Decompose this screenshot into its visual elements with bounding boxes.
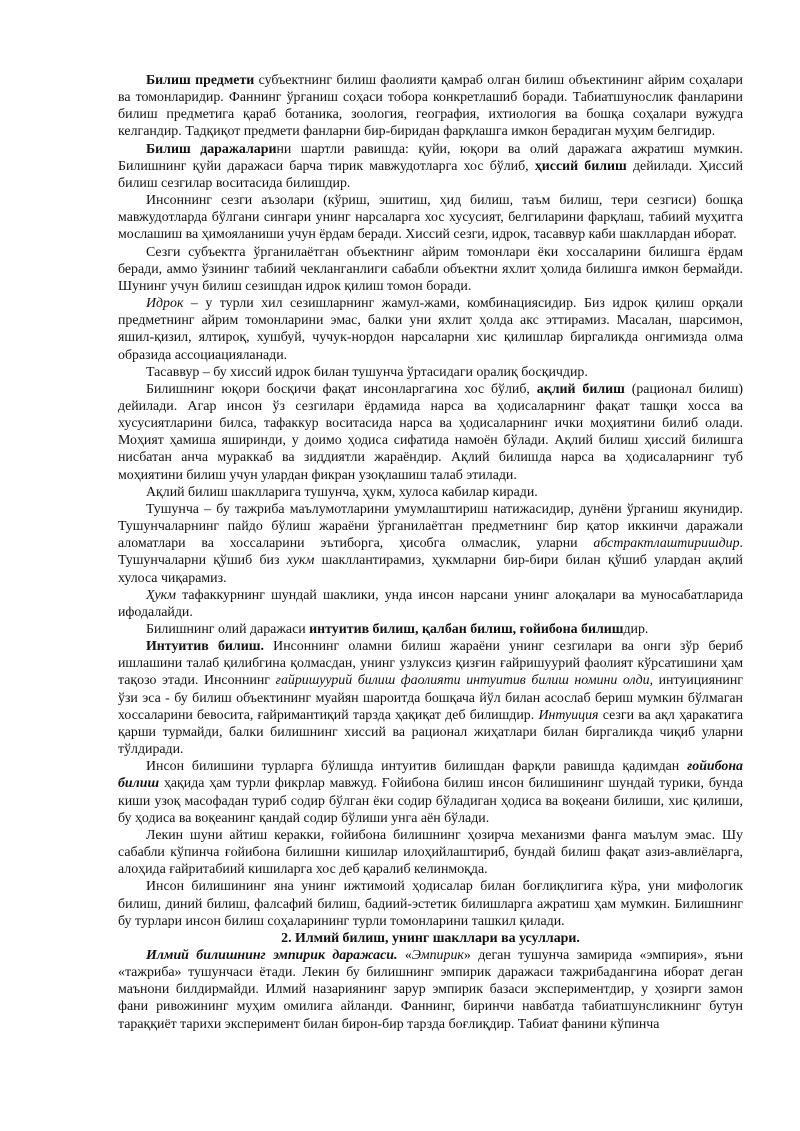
text-run: . Тушунчаларни қўшиб биз (118, 536, 743, 569)
paragraph (118, 244, 743, 295)
text-run: Тушунча – бу тажриба маълумотларини умумлаштириш натижасидир, дунёни ўрганиш якунидир. Тушунчаларнинг пайдо бўлиш жараёни ўрганилаётган предметнинг бир қатор иккинчи даражали аломатлари ва хоссаларини эътиборга, ҳисобга олмаслик, уларни (118, 501, 743, 552)
text-run: Лекин шуни айтиш керакки, ғойибона билишнинг ҳозирча механизми фанга маълум эмас. Шу сабабли кўпинча ғойибона билишни кишилар илоҳийлаштириб, бундай билиш фақат азиз-авлиёларга, алоҳида ғайритабиий кишиларга хос деб қаралиб келинмоқда. (118, 827, 743, 878)
bold-term: ҳиссий билиш (534, 158, 627, 174)
paragraph (118, 947, 743, 1033)
italic-term: ғайришуурий билиш фаолияти интуитив билиш номини олди (275, 673, 650, 689)
section-heading (118, 930, 743, 947)
text-run: » деган тушунча замирида «эмпирия», яъни «тажриба» тушунчаси ётади. Лекин бу билишнинг эмпирик даражаси тажрибадангина иборат деган маънони билдирмайди. Илмий назариянинг зарур эмпирик базаси экспериментдир, у ҳозирги замон фани ривожининг муҳим омилига айланди. Фаннинг, биринчи навбатда табиатшунсликнинг бутун тараққиёт тарихи эксперимент билан бирон-бир тарзда боғлиқдир. Табиат фанини кўпинча (118, 947, 744, 1032)
text-run: дейилади. Ҳиссий билиш сезгилар воситасида билишдир. (118, 158, 743, 191)
italic-term: Идрок (146, 296, 184, 312)
text-run: Ақлий билиш шаклларига тушунча, ҳукм, хулоса кабилар киради. (146, 484, 538, 500)
text-run: Инсон билишини турларга бўлишда интуитив билишдан фарқли равишда қадимдан (146, 759, 688, 775)
text-run: субъектнинг билиш фаолияти қамраб олган билиш объектининг айрим соҳалари ва томонларидир. Фаннинг ўрганиш соҳаси тобора конкретлашиб боради. Табиатшунослик фанларини билиш предметига қараб ботаника, зоология, география, ихтиология ва бошқа соҳалари вужудга келгандир. Тадқиқот предмети фанларни бир-биридан фарқлашга имкон берадиган муҳим белгидир. (118, 73, 743, 140)
text-run: Билишнинг юқори босқичи фақат инсонларгагина хос бўлиб, (146, 381, 537, 397)
italic-term: хукм (286, 553, 315, 569)
italic-term: Эмпирик (411, 947, 464, 963)
text-run: Билишнинг олий даражаси (146, 622, 310, 637)
paragraph (118, 758, 743, 827)
text-run: сезги ва ақл ҳаракатига қарши турмайди, балки билишнинг хиссий ва рационал жиҳатлари билан биргаликда чиқиб уларни тўлдиради. (118, 707, 743, 758)
paragraph (118, 295, 743, 364)
italic-term: абстрактлаштиришдир (593, 536, 740, 552)
paragraph (118, 621, 743, 638)
text-run: Сезги субъектга ўрганилаётган объектнинг айрим томонлари ёки хоссаларини билишга ёрдам беради, аммо ўзининг табиий чекланганлиги сабабли объектни яхлит ҳолида билишга имкон бермайди. Шунинг учун билиш сезишдан идрок қилиш томон боради. (118, 244, 743, 294)
text-run: тафаккурнинг шундай шаклики, унда инсон нарсани унинг алоқалари ва муносабатларида ифодалайди. (118, 587, 743, 620)
text-run: (рационал билиш) дейилади. Агар инсон ўз сезгилари ёрдамида нарса ва ҳодисаларнинг фақат ташқи хосса ва хусусиятларини билса, тафаккур воситасида нарса ва ҳодисаларнинг ички моҳиятини билиб олади. Моҳият ҳамиша яширинди, у доимо ҳодиса сифатида намоён бўлади. Ақлий билиш ҳиссий билишга нисбатан анча мураккаб ва зиддиятли жараёндир. Ақлий билишда нарса ва ҳодисаларнинг туб моҳиятини билиш учун улардан фикран узоқлашиш талаб этилади. (118, 381, 743, 483)
paragraph (118, 484, 743, 501)
text-run: шакллантирамиз, ҳукмларни бир-бири билан қўшиб улардан ақлий хулоса чиқарамиз. (118, 553, 743, 586)
bold-term: ақлий билиш (536, 381, 625, 397)
text-run: Тасаввур – бу хиссий идрок билан тушунча ўртасидаги оралиқ босқичдир. (146, 364, 588, 380)
paragraph (118, 827, 743, 878)
text-run: ни шартли равишда: қуйи, юқори ва олий даражага ажратиш мумкин. Билишнинг қуйи даражаси барча тирик мавжудотларга хос бўлиб, (118, 141, 743, 174)
text-run: Инсон билишининг яна унинг ижтимоий ҳодисалар билан боғлиқлигига кўра, уни мифологик билиш, диний билиш, фалсафий билиш, бадиий-эстетик билишларга ажратиш ҳам мумкин. Билишнинг бу турлари инсон билиш соҳаларининг турли томонларини ташкил қилади. (118, 879, 743, 929)
text-run: Инсоннинг оламни билиш жараёни унинг сезгилари ва онги зўр бериб ишлашини талаб қилибгина қолмасдан, унинг узлуксиз қизғин ғайришуурий фаолият кўрсатишини ҳам тақозо этади. Инсоннинг (118, 639, 743, 689)
paragraph (118, 638, 743, 758)
bold-term: Интуитив билиш. (146, 639, 264, 655)
bold-term: 2. Илмий билиш, унинг шакллари ва усуллари. (281, 930, 580, 946)
italic-term: Интуиция (538, 707, 599, 723)
bold-italic-term: Илмий билишнинг эмпирик даражаси. (146, 947, 398, 963)
paragraph (118, 501, 743, 587)
text-run: – у турли хил сезишларнинг жамул-жами, комбинациясидир. Биз идрок қилиш орқали предметнинг айрим томонларини эмас, балки уни яхлит ҳолда акс эттирамиз. Масалан, шарсимон, яшил-қизил, ялтироқ, хушбуй, чучук-нордон нарсаларни хис қилишлар биргаликда онгимизда олма образида ассоциацияланади. (118, 296, 743, 363)
text-run: « (397, 947, 412, 963)
paragraph (118, 587, 743, 621)
bold-italic-term: ғойибона билиш (118, 759, 743, 792)
paragraph (118, 141, 743, 192)
text-run: Инсоннинг сезги аъзолари (кўриш, эшитиш, ҳид билиш, таъм билиш, тери сезгиси) бошқа мавжудотларда бўлгани сингари унинг нарсаларга хос хусусият, белгиларини фарқлаш, табиий муҳитга мослашиш ва ҳимояланиши учун ёрдам беради. Хиссий сезги, идрок, тасаввур каби шакллардан иборат. (118, 193, 743, 243)
italic-term: Ҳукм (146, 587, 177, 603)
paragraph (118, 878, 743, 929)
bold-term: Билиш предмети (146, 73, 255, 88)
bold-term: Билиш даражалари (146, 141, 277, 157)
text-run: ҳақида ҳам турли фикрлар мавжуд. Ғойибона билиш инсон билишининг шундай турики, бунда киши узоқ масофадан туриб содир бўлган ёки содир бўладиган ҳодиса ва воқеани билиши, хис қилиши, бу ҳодиса ва воқеанинг қандай содир бўлиши унга аён бўлади. (118, 776, 743, 826)
text-run: , интуициянинг ўзи эса - бу билиш объектининг муайян шароитда бошқача йўл билан асослаб бериш мумкин бўлмаган хоссаларини бевосита, ғайримантиқий тарзда ҳақиқат деб билишдир. (118, 673, 743, 723)
paragraph (118, 364, 743, 381)
text-run: дир. (623, 622, 649, 637)
paragraph (118, 192, 743, 243)
bold-term: интуитив билиш, қалбан билиш, ғойибона билиш (309, 622, 624, 637)
paragraph (118, 72, 743, 141)
paragraph (118, 381, 743, 484)
